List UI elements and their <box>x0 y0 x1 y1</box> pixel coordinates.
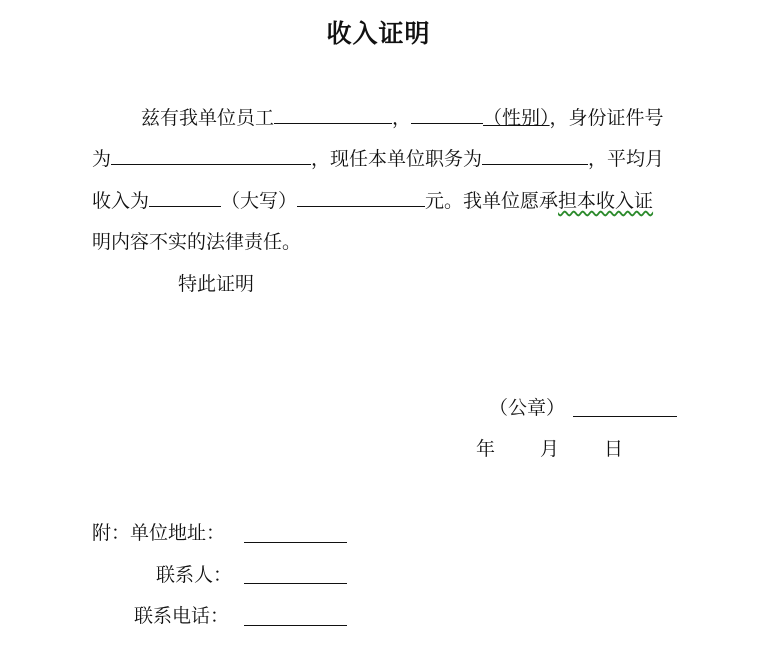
comma: ， <box>392 107 412 129</box>
id-number-blank[interactable] <box>111 148 311 165</box>
line3-mid: 元。我单位愿承 <box>425 190 559 212</box>
seal-label: （公章） <box>489 397 566 419</box>
phone-label: 联系电话： <box>134 605 230 627</box>
position-blank[interactable] <box>482 148 588 165</box>
address-label: 附：单位地址： <box>92 522 226 544</box>
spellcheck-underlined-text: 担本收入证 <box>558 190 654 212</box>
body-line-1 <box>141 106 664 130</box>
line2-suffix: ，平均月 <box>588 148 665 170</box>
date-day: 日 <box>604 438 624 460</box>
line1-suffix: ，身份证件号 <box>549 107 664 129</box>
contact-blank[interactable] <box>244 582 347 584</box>
closing-text: 特此证明 <box>178 273 255 295</box>
body-line-3 <box>92 189 653 213</box>
document-title: 收入证明 <box>326 19 431 48</box>
body-line-4: 明内容不实的法律责任。 <box>92 231 302 253</box>
line3-prefix: 收入为 <box>92 190 150 212</box>
seal-signature-line[interactable] <box>573 415 677 417</box>
address-blank[interactable] <box>244 541 347 543</box>
daxie-label: （大写） <box>221 190 298 212</box>
line1-prefix: 兹有我单位员工 <box>141 107 275 129</box>
income-daxie-blank[interactable] <box>297 190 425 207</box>
line2-mid: ，现任本单位职务为 <box>311 148 483 170</box>
date-month: 月 <box>540 438 560 460</box>
income-number-blank[interactable] <box>149 190 221 207</box>
gender-blank[interactable] <box>411 107 483 124</box>
employee-name-blank[interactable] <box>274 107 392 124</box>
date-year: 年 <box>476 438 496 460</box>
line2-prefix: 为 <box>92 148 112 170</box>
body-line-2 <box>92 147 664 171</box>
phone-blank[interactable] <box>244 624 347 626</box>
gender-label: （性别） <box>483 107 550 129</box>
contact-label: 联系人： <box>156 564 233 586</box>
